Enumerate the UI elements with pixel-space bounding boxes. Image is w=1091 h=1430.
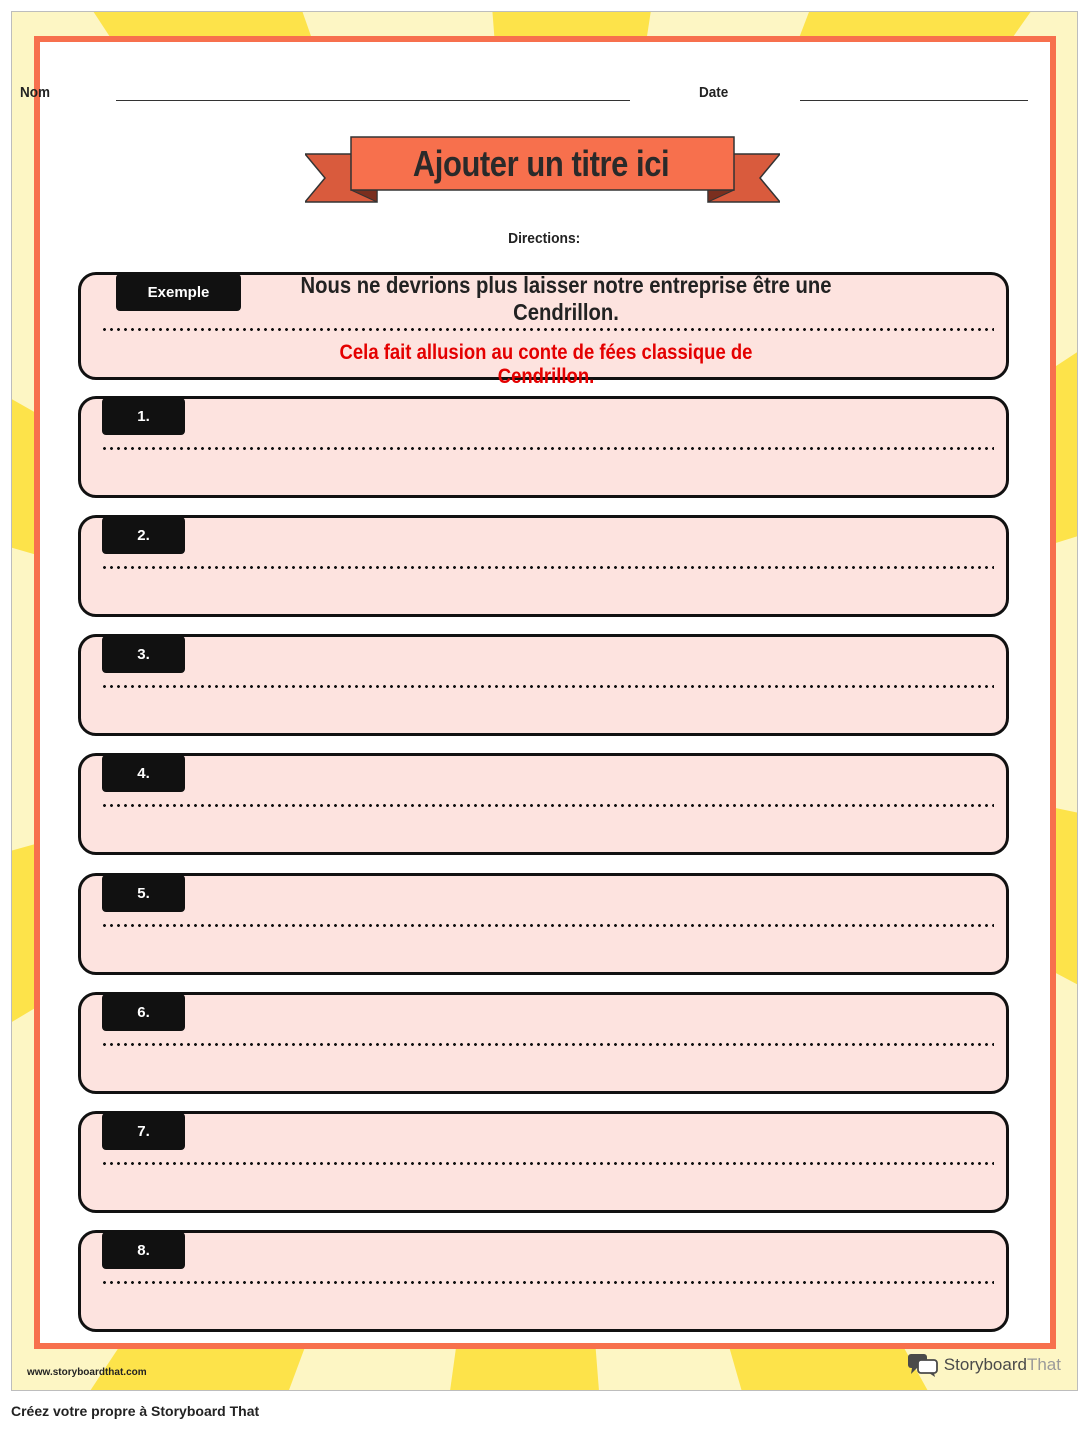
answer-line[interactable] [101,924,994,927]
answer-row [78,396,1009,498]
answer-row [78,1111,1009,1213]
row-number-tag: 7. [102,1113,185,1150]
answer-row [78,634,1009,736]
date-line[interactable] [800,100,1028,101]
row-number-tag: 1. [102,398,185,435]
answer-row [78,753,1009,855]
row-number-tag: 6. [102,994,185,1031]
directions: Directions: [508,230,581,247]
answer-line[interactable] [101,447,994,450]
worksheet-page [11,11,1078,1391]
answer-line[interactable] [101,685,994,688]
name-label: Nom [20,84,51,101]
example-sentence: Nous ne devrions plus laisser notre entreprise être une Cendrillon. [300,272,832,325]
example-answer: Cela fait allusion au conte de fées classique de Cendrillon. [339,341,753,388]
date-label: Date [699,84,729,101]
speech-bubbles-icon [907,1353,939,1377]
row-number-tag: 4. [102,755,185,792]
example-row [78,272,1009,388]
answer-row [78,1230,1009,1332]
example-tag: Exemple [116,274,241,311]
row-number-tag: 5. [102,875,185,912]
answer-row [78,873,1009,975]
answer-row [78,515,1009,617]
name-line[interactable] [116,100,630,101]
logo-text-storyboard: Storyboard [943,1355,1027,1374]
logo-text-that: That [1026,1355,1061,1374]
website-url[interactable]: www.storyboardthat.com [27,1367,147,1378]
example-dotted-line [101,328,994,331]
answer-line[interactable] [101,1281,994,1284]
answer-line[interactable] [101,1043,994,1046]
answer-row [78,992,1009,1094]
footer-credit[interactable]: Créez votre propre à Storyboard That [11,1403,260,1419]
worksheet-title[interactable]: Ajouter un titre ici [413,143,670,184]
row-number-tag: 2. [102,517,185,554]
answer-line[interactable] [101,804,994,807]
row-number-tag: 8. [102,1232,185,1269]
answer-line[interactable] [101,566,994,569]
answer-line[interactable] [101,1162,994,1165]
storyboardthat-logo[interactable] [907,1352,1061,1378]
row-number-tag: 3. [102,636,185,673]
